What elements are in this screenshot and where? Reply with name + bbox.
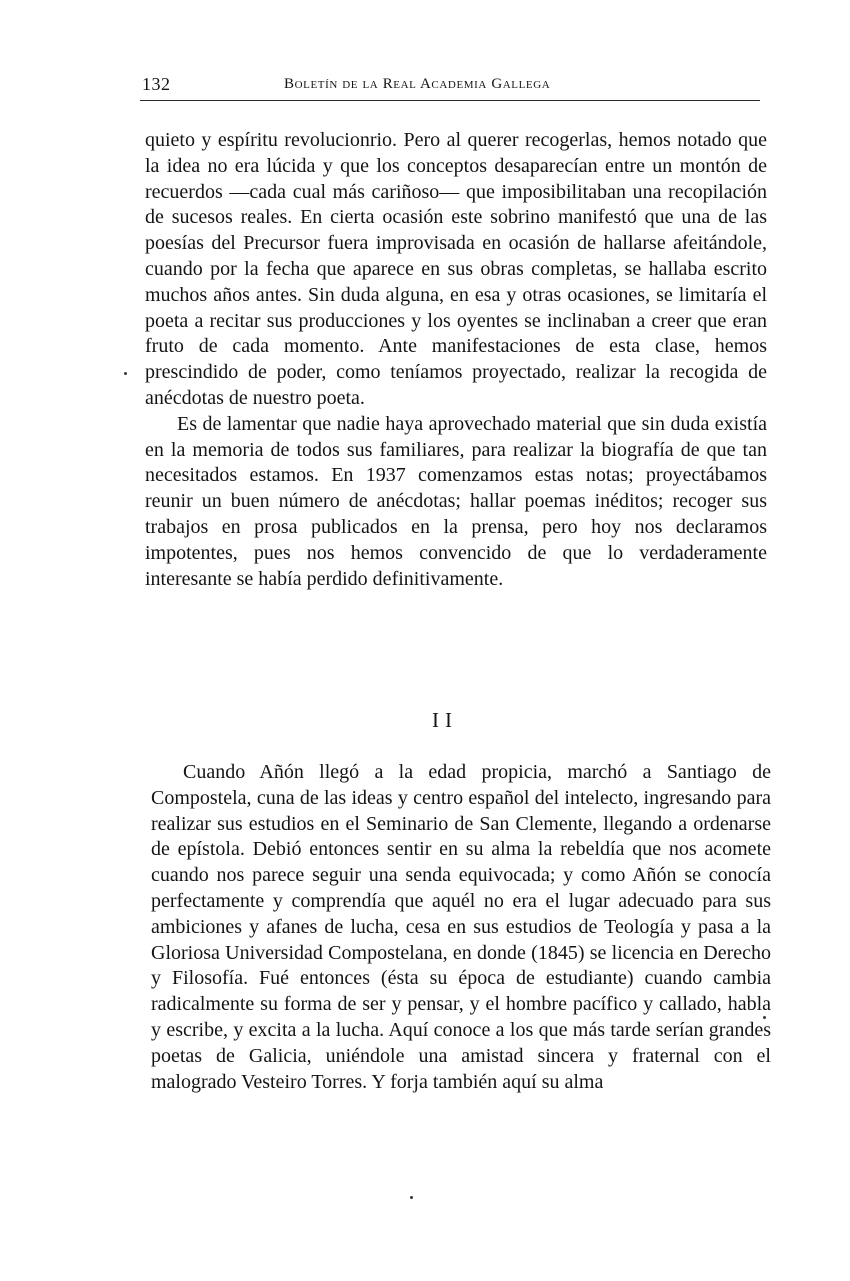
running-head: Boletín de la Real Academia Gallega <box>284 76 551 92</box>
section-text <box>151 760 771 1095</box>
section-heading: II <box>432 708 458 732</box>
header-rule <box>140 100 760 101</box>
paragraph-anon-santiago: Cuando Añón llegó a la edad propicia, marchó a Santiago de Compostela, cuna de las ideas y centro español del intelecto, ingresando para realizar sus estudios en el Seminario de San Clemente, llegando a ordenarse de epístola. Debió entonces sentir en su alma la rebeldía que nos acomete cuando nos parece seguir una senda equivocada; y como Añón se conocía perfectamente y comprendía que aquél no era el lugar adecuado para sus ambiciones y afanes de lucha, cesa en sus estudios de Teología y pasa a la Gloriosa Universidad Compostelana, en donde (1845) se licencia en Derecho y Filosofía. Fué entonces (ésta su época de estudiante) cuando cambia radicalmente su forma de ser y pensar, y el hombre pacífico y callado, habla y escribe, y excita a la lucha. Aquí conoce a los que más tarde serían grandes poetas de Galicia, uniéndole una amistad sincera y fraternal con el malogrado Vesteiro Torres. Y forja también aquí su alma <box>151 761 771 1093</box>
page-number: 132 <box>142 74 171 94</box>
body-text <box>145 128 767 592</box>
page-header <box>138 70 758 100</box>
print-speck <box>410 1196 413 1199</box>
print-speck <box>124 372 127 375</box>
paragraph-lament: Es de lamentar que nadie haya aprovechado material que sin duda existía en la memoria de todos sus familiares, para realizar la biografía de que tan necesitados estamos. En 1937 comenzamos estas notas; proyectábamos reunir un buen número de anécdotas; hallar poemas inéditos; recoger sus trabajos en prosa publicados en la prensa, pero hoy nos declaramos impotentes, pues nos hemos convencido de que lo verdaderamente interesante se había perdido definitivamente. <box>145 412 767 590</box>
paragraph-continued: quieto y espíritu revolucionrio. Pero al querer recogerlas, hemos notado que la idea no era lúcida y que los conceptos desaparecían entre un montón de recuerdos —cada cual más cariñoso— que imposibilitaban una recopilación de sucesos reales. En cierta ocasión este sobrino manifestó que una de las poesías del Precursor fuera improvisada en ocasión de hallarse afeitándole, cuando por la fecha que aparece en sus obras completas, se hallaba escrito muchos años antes. Sin duda alguna, en esa y otras ocasiones, se limitaría el poeta a recitar sus producciones y los oyentes se inclinaban a creer que eran fruto de cada momento. Ante manifestaciones de esta clase, hemos prescindido de poder, como teníamos proyectado, realizar la recogida de anécdotas de nuestro poeta. <box>145 129 767 409</box>
print-speck <box>763 1016 766 1019</box>
